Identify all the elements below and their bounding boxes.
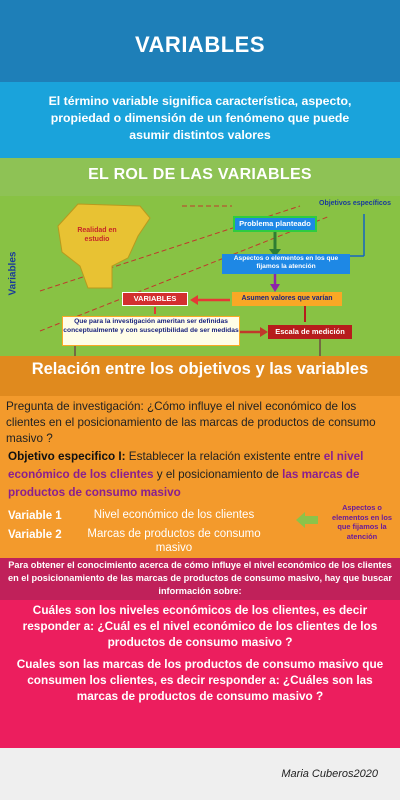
- objectives-label: Objetivos específicos: [319, 200, 391, 207]
- problem-box: Problema planteado: [233, 216, 317, 232]
- arrow-down-icon: [270, 284, 280, 292]
- page-title: VARIABLES: [135, 32, 265, 57]
- research-question: Pregunta de investigación: ¿Cómo influye el nivel económico de los clientes en el posicionamiento de las marcas de productos de consumo masivo ?: [6, 400, 376, 445]
- info-point: Cuáles son los niveles económicos de los clientes, es decir responder a: ¿Cuál es el nivel económico de los clientes de los productos de consumo masivo ?: [22, 603, 378, 649]
- values-box: Asumen valores que varían: [232, 292, 342, 306]
- variable-2-value: Marcas de productos de consumo masivo: [87, 528, 261, 554]
- rol-title: EL ROL DE LAS VARIABLES: [88, 166, 312, 183]
- arrow-left-icon: [296, 512, 320, 528]
- objective-text-1: Establecer la relación existente entre: [125, 450, 324, 463]
- objective-label: Objetivo especifico I:: [8, 450, 126, 463]
- arrow-left-icon: [190, 295, 198, 305]
- relation-title: Relación entre los objetivos y las variables: [31, 360, 369, 378]
- variable-1-label: Variable 1: [8, 510, 62, 522]
- aspects-box: Aspectos o elementos en los que fijamos la atención: [222, 254, 350, 274]
- objective-highlight-1: el nivel económico de los clientes: [8, 450, 364, 481]
- info-points: [10, 602, 390, 704]
- objective-highlight-2: las marcas de productos de consumo masivo: [8, 468, 360, 499]
- objective-text-2: y el posicionamiento de: [153, 468, 283, 481]
- variables-box: VARIABLES: [122, 292, 188, 306]
- reality-label: Realidad en estudio: [77, 227, 117, 243]
- variable-1-value: Nivel económico de los clientes: [93, 509, 255, 521]
- side-label: Variables: [7, 251, 19, 296]
- conceptual-box: Que para la investigación ameritan ser definidas conceptualmente y con susceptibilidad de ser medidas: [62, 316, 240, 346]
- arrow-right-icon: [260, 327, 268, 337]
- info-point: Cuales son las marcas de los productos de consumo masivo que consumen los clientes, es decir responder a: ¿Cuáles son las marcas de productos de consumo masivo ?: [16, 657, 384, 703]
- specific-objective: [8, 448, 396, 502]
- variable-2-label: Variable 2: [8, 529, 62, 541]
- variables-diagram: [0, 196, 400, 356]
- reality-shape: [58, 204, 150, 288]
- info-intro-text: Para obtener el conocimiento acerca de cómo influye el nivel económico de los clientes en el posicionamiento de las marcas de productos de consumo masivo, hay que buscar información sobre:: [8, 560, 392, 596]
- author: Maria Cuberos2020: [281, 768, 378, 780]
- scale-box: Escala de medición: [268, 325, 352, 339]
- intro-text: El término variable significa característica, aspecto, propiedad o dimensión de un fenómeno que puede asumir distintos valores: [48, 94, 352, 142]
- aspects-note: Aspectos o elementos en los que fijamos la atención: [332, 503, 392, 541]
